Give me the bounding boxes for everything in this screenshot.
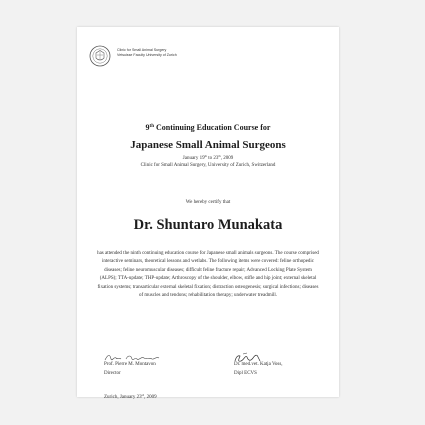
place-date-text: Zurich, January 23 xyxy=(104,395,142,400)
course-title: Japanese Small Animal Surgeons xyxy=(130,139,286,151)
course-heading-text: Continuing Education Course for xyxy=(153,123,271,132)
place-date-suffix: rd xyxy=(141,393,145,397)
institution-line-1: Clinic for Small Animal Surgery xyxy=(117,48,167,52)
course-ordinal-suffix: th xyxy=(149,124,154,129)
institution-line-2: Vetsuisse Faculty University of Zurich xyxy=(117,53,177,57)
dates-start: January 19 xyxy=(182,156,205,161)
course-heading xyxy=(77,123,339,132)
university-seal-icon xyxy=(89,45,111,67)
certify-intro: We hereby certify that xyxy=(185,200,231,205)
place-and-date xyxy=(104,393,157,400)
institution-name xyxy=(117,48,177,58)
dates-end-suffix: th xyxy=(218,154,221,158)
course-description: has attended the ninth continuing education course for Japanese small animals surgeons. The course comprised interactive seminars, theoretical lessons and wetlabs. The following items were covered: feline orthopedic diseases; feline neuromuscular diseases; difficult feline fracture repair; Advanced Locking Plate System (ALPS); TTA-update; THP-update; Arthroscopy of the shoulder, elbow, stifle and hip joint; external skeletal fixation systems; transarticular external skeletal fixation; distraction osteogenesis; surgical infections; diseases of muscles and tendons; rehabilitation therapy; underwater treadmill. xyxy=(97,251,319,299)
recipient-name: Dr. Shuntaro Munakata xyxy=(133,217,283,233)
dates-start-suffix: th xyxy=(204,154,207,158)
supervisor-name: Dr. med.vet. Katja Voss, xyxy=(234,362,283,367)
course-venue: Clinic for Small Animal Surgery, University of Zurich, Switzerland xyxy=(140,163,276,168)
place-date-year: , 2009 xyxy=(144,395,157,400)
dates-year: , 2009 xyxy=(220,156,234,161)
certificate-page xyxy=(77,27,339,400)
director-role: Director xyxy=(104,371,121,376)
course-dates xyxy=(77,154,339,161)
supervisor-role: Dipl ECVS xyxy=(234,371,257,376)
director-name: Prof. Pierre M. Montavon xyxy=(104,362,156,367)
dates-end: to 23 xyxy=(206,156,219,161)
course-ordinal: 9 xyxy=(145,123,150,132)
